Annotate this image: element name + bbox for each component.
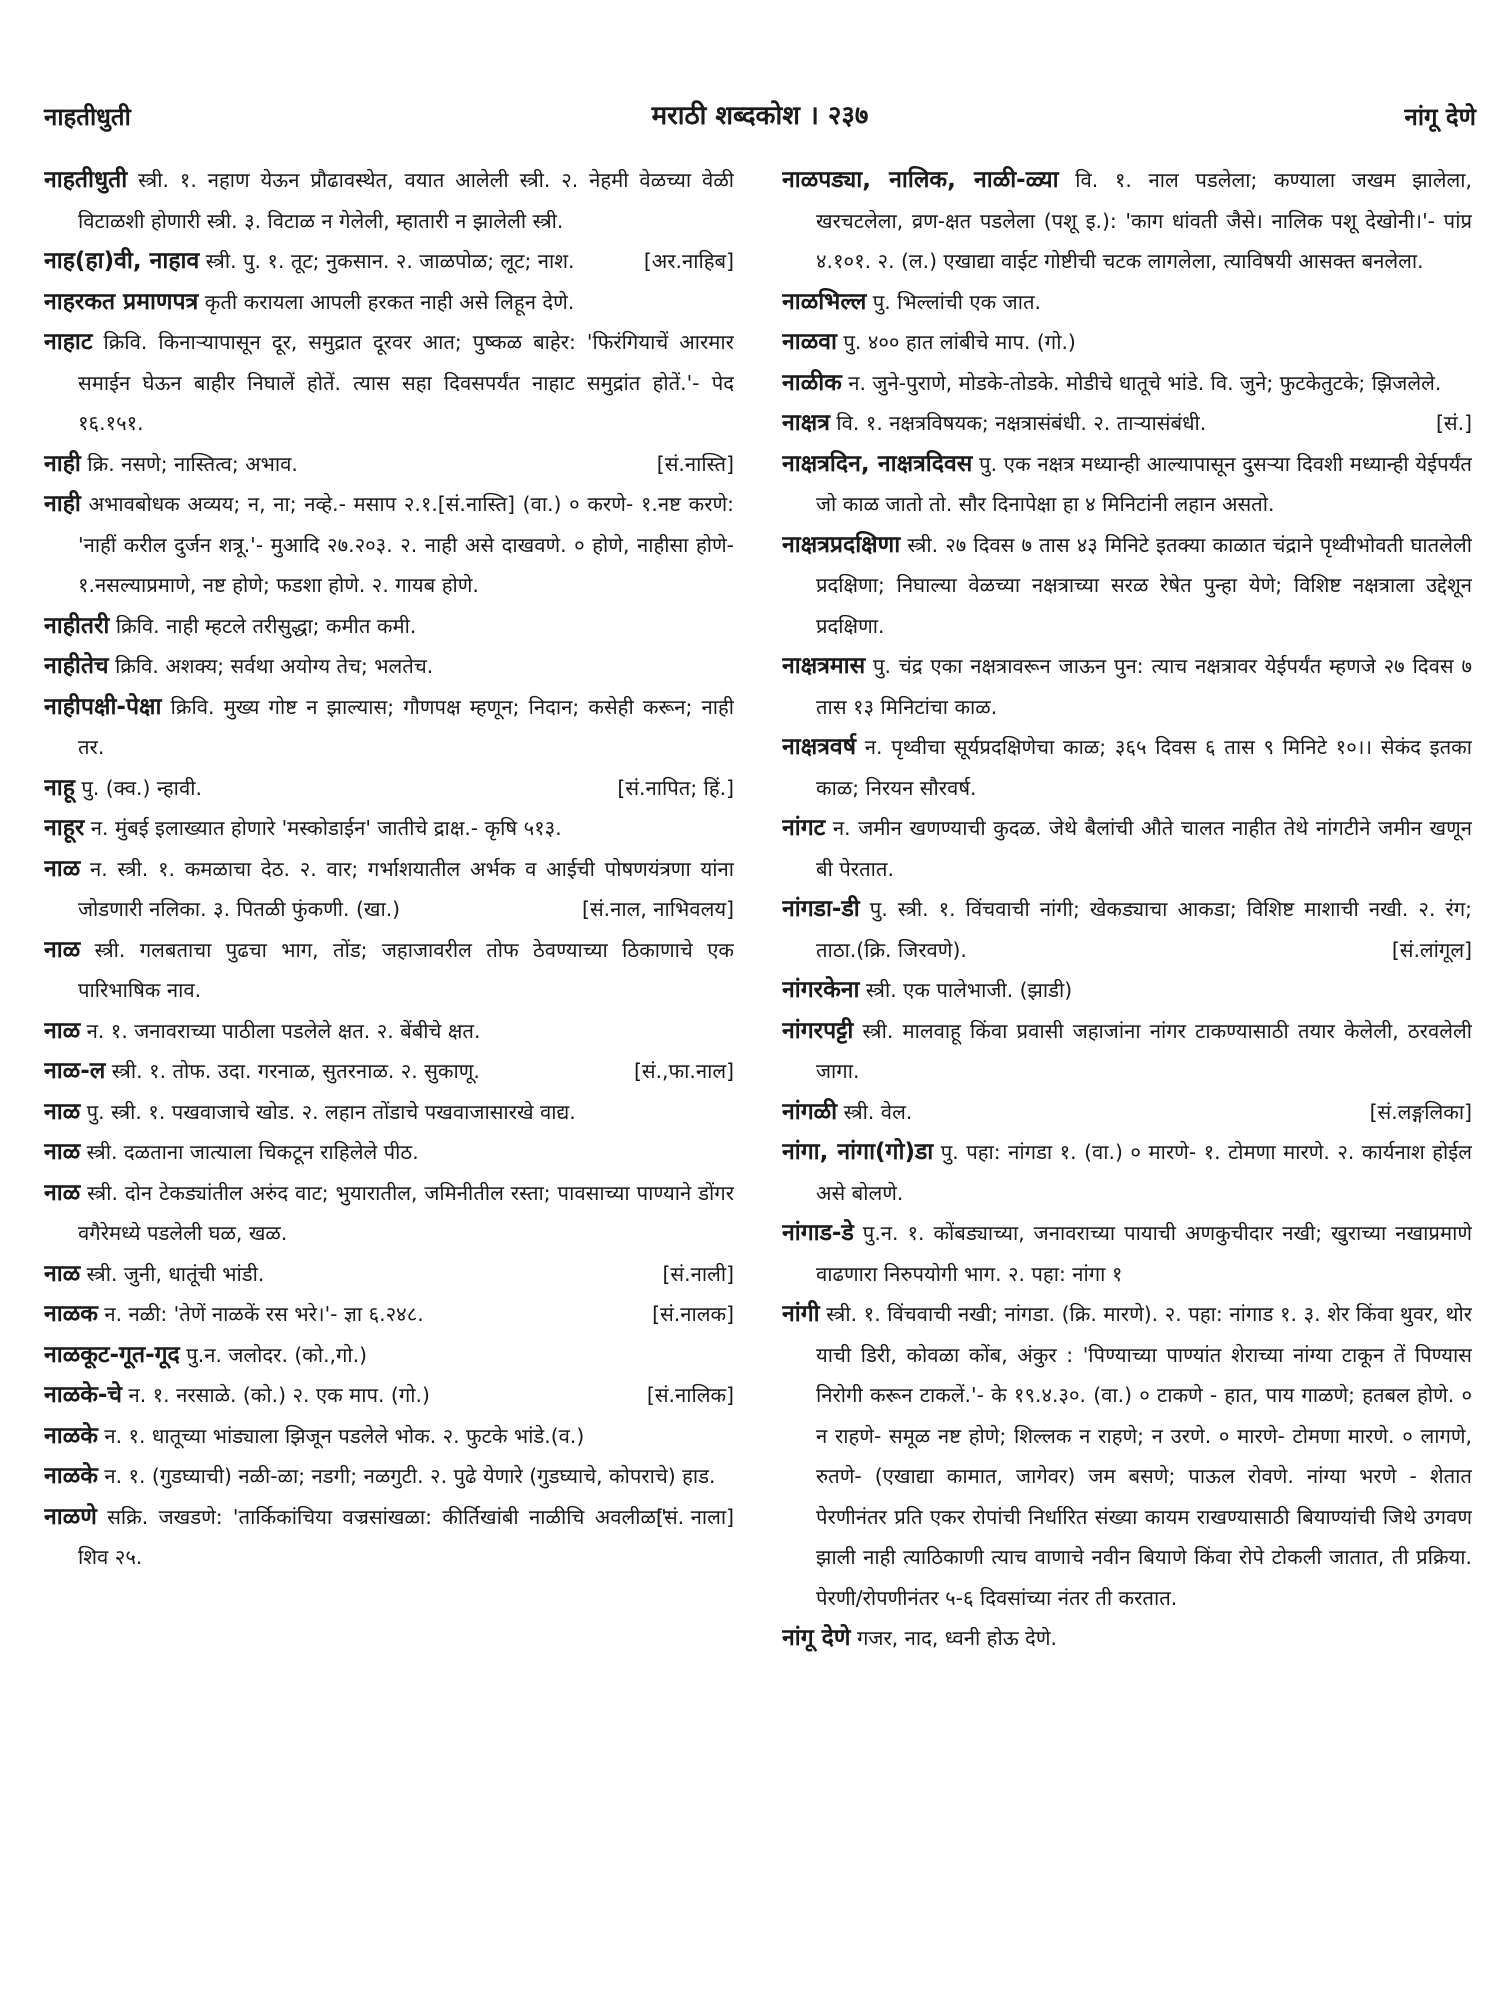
- entry-headword: नाहीपक्षी-पेक्षा: [44, 693, 162, 720]
- dictionary-entry: [44, 1335, 734, 1376]
- dictionary-entry: [782, 363, 1472, 404]
- dictionary-entry: [44, 849, 734, 930]
- entry-headword: नांगू देणे: [782, 1625, 851, 1651]
- dictionary-entry: [782, 1294, 1472, 1618]
- entry-definition: सक्रि. जखडणे: 'तार्किकांचिया वज्रसांखळा: कीर्तिखांबी नाळीचि अवलीळा'- शिव २५.: [78, 1504, 675, 1569]
- entry-headword: नांगडा-डी: [782, 896, 860, 922]
- entry-etymology: [सं.नाल, नाभिवलय]: [582, 897, 734, 921]
- dictionary-entry: [44, 808, 734, 849]
- entry-definition: स्त्री. १. तोफ. उदा. गरनाळ, सुतरनाळ. २. सुकाणू.: [111, 1059, 480, 1083]
- entry-definition: वि. १. नक्षत्रविषयक; नक्षत्रासंबंधी. २. ताऱ्यासंबंधी.: [836, 411, 1207, 435]
- entry-definition: क्रिवि. नाही म्हटले तरीसुद्धा; कमीत कमी.: [115, 613, 417, 638]
- entry-headword: नाहीतरी: [44, 612, 110, 639]
- dictionary-entry: [44, 930, 734, 1011]
- dictionary-entry: [44, 1173, 734, 1254]
- entry-definition: क्रिवि. मुख्य गोष्ट न झाल्यास; गौणपक्ष म्हणून; निदान; कसेही करून; नाही तर.: [78, 694, 734, 759]
- entry-headword: नाहतीधुती: [44, 167, 128, 193]
- dictionary-entry: [782, 160, 1472, 282]
- entry-definition: न. १. जनावराच्या पाठीला पडलेले क्षत. २. बेंबीचे क्षत.: [86, 1018, 481, 1043]
- entry-headword: नाहू: [44, 774, 75, 801]
- page-header: [44, 92, 1476, 136]
- entry-definition: स्त्री. १. विंचवाची नखी; नांगडा. (क्रि. मारणे). २. पहा: नांगाड १. ३. शेर किंवा थुवर, थोर याची डिरी, कोवळा कोंब, अंकुर : 'पिण्याच्या पाण्यांत शेराच्या नांग्या टाकून तें पिण्यास निरोगी करून टाकलें.'- के १९.४.३०. (वा.) ० टाकणे - हात, पाय गाळणे; हतबल होणे. ० न राहणे- समूळ नष्ट होणे; शिल्लक न राहणे; न उरणे. ० मारणे- टोमणा मारणे. ० लागणे, रुतणे- (एखाद्या कामात, जागेवर) जम बसणे; पाऊल रोवणे. नांग्या भरणे - शेतात पेरणीनंतर प्रति एकर रोपांची निर्धारित संख्या कायम राखण्यासाठी बियाण्यांची जिथे उगवण झाली नाही त्याठिकाणी त्याच वाणाचे नवीन बियाणे किंवा रोपे टोकली जातात, ती प्रक्रिया. पेरणी/रोपणीनंतर ५-६ दिवसांच्या नंतर ती करतात.: [816, 1302, 1472, 1610]
- entry-etymology: [सं.नापित; हिं.]: [617, 775, 734, 800]
- entry-headword: नाळके-चे: [44, 1382, 123, 1408]
- entry-definition: पु. एक नक्षत्र मध्यान्ही आल्यापासून दुसऱ्या दिवशी मध्यान्ही येईपर्यंत जो काळ जातो तो. सौर दिनापेक्षा हा ४ मिनिटांनी लहान असतो.: [816, 451, 1472, 516]
- entry-definition: पु. भिल्लांची एक जात.: [872, 289, 1041, 314]
- entry-headword: नाळक: [44, 1301, 98, 1327]
- entry-etymology: [सं.नालक]: [652, 1302, 734, 1326]
- entry-definition: अभावबोधक अव्यय; न, ना; नव्हे.- मसाप २.१.[सं.नास्ति] (वा.) ० करणे- १.नष्ट करणे: 'नाहीं करील दुर्जन शत्रू.'- मुआदि २७.२०३. २. नाही असे दाखवणे. ० होणे, नाहीसा होणे- १.नसल्याप्रमाणे, नष्ट होणे; फडशा होणे. २. गायब होणे.: [78, 492, 734, 597]
- dictionary-entry: [782, 727, 1472, 808]
- entry-headword: नांगा, नांगा(गो)डा: [782, 1139, 934, 1165]
- entry-headword: नाहूर: [44, 815, 85, 841]
- header-guide-word-left: नाहतीधुती: [44, 103, 131, 131]
- dictionary-entry: [782, 403, 1472, 444]
- dictionary-entry: [782, 970, 1472, 1011]
- entry-definition: स्त्री. पु. १. तूट; नुकसान. २. जाळपोळ; लूट; नाश.: [205, 249, 575, 273]
- dictionary-entry: [44, 241, 734, 282]
- entry-definition: पु. स्त्री. १. पखवाजाचे खोड. २. लहान तोंडाचे पखवाजासारखे वाद्य.: [86, 1099, 576, 1124]
- entry-headword: नाह(हा)वी, नाहाव: [44, 248, 200, 274]
- dictionary-entry: [44, 1132, 734, 1173]
- left-column: [44, 160, 734, 1970]
- entry-etymology: [सं.]: [1436, 411, 1472, 435]
- entry-headword: नाही: [44, 491, 81, 517]
- entry-headword: नाळपड्या, नालिक, नाळी-ळ्या: [782, 167, 1059, 193]
- entry-headword: नाळ-ल: [44, 1058, 106, 1084]
- dictionary-entry: [44, 1294, 734, 1335]
- entry-headword: नाळ: [44, 936, 81, 963]
- entry-definition: कृती करायला आपली हरकत नाही असे लिहून देणे.: [204, 289, 575, 314]
- entry-definition: न. १. धातूच्या भांड्याला झिजून पडलेले भोक. २. फुटके भांडे.(व.): [104, 1423, 585, 1448]
- entry-etymology: [सं.नालिक]: [646, 1383, 734, 1407]
- entry-headword: नाळीक: [782, 369, 842, 396]
- entry-definition: न. मुंबई इलाख्यात होणारे 'मस्कोडाईन' जातीचे द्राक्ष.- कृषि ५१३.: [90, 816, 562, 840]
- entry-definition: न. स्त्री. १. कमळाचा देठ. २. वार; गर्भाशयातील अर्भक व आईची पोषणयंत्रणा यांना जोडणारी नलिका. ३. पितळी फुंकणी. (खा.): [78, 856, 734, 921]
- dictionary-entry: [44, 646, 734, 687]
- entry-headword: नांगळी: [782, 1098, 838, 1125]
- dictionary-entry: [44, 444, 734, 485]
- entry-etymology: [सं.लांगूल]: [1391, 937, 1472, 962]
- entry-headword: नांगाड-डे: [782, 1220, 854, 1246]
- entry-headword: नाहाट: [44, 329, 93, 355]
- dictionary-entry: [782, 1618, 1472, 1659]
- dictionary-entry: [782, 1132, 1472, 1213]
- entry-headword: नाळभिल्ल: [782, 288, 867, 315]
- entry-definition: न. १. नरसाळे. (को.) २. एक माप. (गो.): [128, 1383, 430, 1407]
- entry-definition: पु.न. जलोदर. (को.,गो.): [186, 1342, 368, 1367]
- dictionary-entry: [782, 444, 1472, 525]
- dictionary-entry: [44, 1416, 734, 1457]
- entry-headword: नाहरकत प्रमाणपत्र: [44, 288, 199, 315]
- entry-headword: नाळ: [44, 1098, 81, 1125]
- entry-definition: स्त्री. मालवाहू किंवा प्रवासी जहाजांना नांगर टाकण्यासाठी तयार केलेली, ठरवलेली जागा.: [816, 1018, 1472, 1083]
- entry-headword: नाक्षत्रवर्ष: [782, 734, 856, 760]
- entry-etymology: [अर.नाहिब]: [643, 249, 734, 273]
- entry-definition: न. पृथ्वीचा सूर्यप्रदक्षिणेचा काळ; ३६५ दिवस ६ तास ९ मिनिटे १०।। सेकंद इतका काळ; निरयन सौरवर्ष.: [816, 735, 1472, 800]
- entry-definition: पु. (क्व.) न्हावी.: [81, 775, 202, 800]
- dictionary-entry: [44, 1254, 734, 1295]
- dictionary-entry: [44, 768, 734, 809]
- dictionary-entry: [44, 160, 734, 241]
- entry-definition: क्रिवि. अशक्य; सर्वथा अयोग्य तेच; भलतेच.: [115, 654, 434, 678]
- entry-etymology: [सं.नाली]: [662, 1261, 734, 1286]
- entry-definition: वि. १. नाल पडलेला; कण्याला जखम झालेला, खरचटलेला, व्रण-क्षत पडलेला (पशू इ.): 'काग धांवती जैसे। नालिक पशू देखोनी।'- पांप्र ४.१०१. २. (ल.) एखाद्या वाईट गोष्टीची चटक लागलेला, त्याविषयी आसक्त बनलेला.: [816, 168, 1472, 273]
- dictionary-entry: [782, 322, 1472, 363]
- entry-headword: नाळके: [44, 1422, 98, 1449]
- dictionary-entry: [782, 1092, 1472, 1133]
- entry-headword: नाळणे: [44, 1503, 97, 1530]
- entry-definition: स्त्री. दळताना जात्याला चिकटून राहिलेले पीठ.: [86, 1140, 419, 1164]
- dictionary-entry: [44, 1051, 734, 1092]
- entry-definition: पु. पहा: नांगडा १. (वा.) ० मारणे- १. टोमणा मारणे. २. कार्यनाश होईल असे बोलणे.: [816, 1140, 1472, 1205]
- entry-definition: न. नळी: 'तेणें नाळकें रस भरे।'- ज्ञा ६.२४८.: [104, 1302, 424, 1326]
- entry-definition: न. १. (गुडघ्याची) नळी-ळा; नडगी; नळगुटी. २. पुढे येणारे (गुडघ्याचे, कोपराचे) हाड.: [104, 1464, 716, 1488]
- dictionary-entry: [44, 1375, 734, 1416]
- dictionary-entry: [782, 282, 1472, 323]
- dictionary-entry: [782, 889, 1472, 970]
- header-title: मराठी शब्दकोश । २३७: [651, 101, 869, 131]
- entry-headword: नाक्षत्रमास: [782, 653, 866, 679]
- entry-headword: नाळ: [44, 1260, 81, 1287]
- entry-headword: नांगरकेना: [782, 977, 860, 1003]
- entry-definition: स्त्री. एक पालेभाजी. (झाडी): [865, 978, 1073, 1002]
- entry-definition: पु. चंद्र एका नक्षत्रावरून जाऊन पुन: त्याच नक्षत्रावर येईपर्यंत म्हणजे २७ दिवस ७ तास १३ मिनिटांचा काळ.: [816, 654, 1472, 719]
- entry-headword: नाक्षत्रप्रदक्षिणा: [782, 531, 901, 558]
- dictionary-entry: [44, 1092, 734, 1133]
- dictionary-entry: [782, 525, 1472, 647]
- entry-definition: क्रिवि. किनाऱ्यापासून दूर, समुद्रात दूरवर आत; पुष्कळ बाहेर: 'फिरंगियाचें आरमार समाईन घेऊन बाहीर निघालें होतें. त्यास सहा दिवसपर्यंत नाहाट समुद्रांत होतें.'- पेद १६.१५१.: [78, 330, 734, 435]
- entry-definition: न. जुने-पुराणे, मोडके-तोडके. मोडीचे धातूचे भांडे. वि. जुने; फुटकेतुटके; झिजलेले.: [848, 370, 1442, 395]
- entry-etymology: [सं.नास्ति]: [656, 451, 734, 476]
- entry-definition: स्त्री. १. नहाण येऊन प्रौढावस्थेत, वयात आलेली स्त्री. २. नेहमी वेळच्या वेळी विटाळशी होणारी स्त्री. ३. विटाळ न गेलेली, म्हातारी न झालेली स्त्री.: [78, 168, 734, 233]
- entry-definition: न. जमीन खणण्याची कुदळ. जेथे बैलांची औते चालत नाहीत तेथे नांगटीने जमीन खणून बी पेरतात.: [816, 816, 1472, 881]
- dictionary-entry: [44, 1011, 734, 1052]
- dictionary-entry: [44, 687, 734, 768]
- dictionary-entry: [782, 808, 1472, 889]
- dictionary-entry: [44, 282, 734, 323]
- dictionary-entry: [44, 1497, 734, 1578]
- entry-definition: पु.न. १. कोंबड्याच्या, जनावराच्या पायाची अणकुचीदार नखी; खुराच्या नखाप्रमाणे वाढणारा निरुपयोगी भाग. २. पहा: नांगा १: [816, 1221, 1472, 1286]
- entry-headword: नांगट: [782, 815, 826, 841]
- dictionary-entry: [44, 484, 734, 606]
- entry-headword: नाहीतेच: [44, 653, 109, 679]
- entry-headword: नाक्षत्रदिन, नाक्षत्रदिवस: [782, 450, 973, 477]
- entry-headword: नाळके: [44, 1463, 98, 1489]
- entry-headword: नाळ: [44, 1139, 81, 1165]
- dictionary-entry: [782, 646, 1472, 727]
- entry-headword: नाळ: [44, 855, 81, 882]
- header-guide-word-right: नांगू देणे: [1404, 103, 1476, 131]
- dictionary-entry: [44, 322, 734, 444]
- dictionary-entry: [782, 1213, 1472, 1294]
- entry-definition: क्रि. नसणे; नास्तित्व; अभाव.: [87, 451, 298, 476]
- entry-definition: स्त्री. जुनी, धातूंची भांडी.: [86, 1261, 265, 1286]
- entry-definition: पु. ४०० हात लांबीचे माप. (गो.): [843, 330, 1076, 354]
- entry-headword: नाळ: [44, 1179, 81, 1206]
- entry-headword: नाळकूट-गूत-गूद: [44, 1341, 180, 1368]
- dictionary-entry: [44, 606, 734, 647]
- entry-definition: स्त्री. वेल.: [843, 1099, 913, 1124]
- entry-definition: पु. स्त्री. १. विंचवाची नांगी; खेकड्याचा आकडा; विशिष्ट माशाची नखी. २. रंग; ताठा.(क्रि. जिरवणे).: [816, 897, 1472, 962]
- entry-headword: नाही: [44, 450, 81, 477]
- entry-headword: नांगी: [782, 1301, 820, 1327]
- dictionary-entry: [782, 1011, 1472, 1092]
- entry-definition: स्त्री. गलबताचा पुढचा भाग, तोंड; जहाजावरील तोफ ठेवण्याच्या ठिकाणाचे एक पारिभाषिक नाव.: [78, 937, 734, 1002]
- entry-headword: नाळवा: [782, 329, 837, 355]
- entry-definition: गजर, नाद, ध्वनी होऊ देणे.: [856, 1626, 1057, 1650]
- entry-etymology: [सं. नाला]: [656, 1504, 734, 1529]
- entry-headword: नाक्षत्र: [782, 410, 830, 436]
- entry-definition: स्त्री. २७ दिवस ७ तास ४३ मिनिटे इतक्या काळात चंद्राने पृथ्वीभोवती घातलेली प्रदक्षिणा; निघाल्या वेळच्या नक्षत्राच्या सरळ रेषेत पुन्हा येणे; विशिष्ट नक्षत्राला उद्देशून प्रदक्षिणा.: [816, 532, 1472, 638]
- entry-etymology: [सं.,फा.नाल]: [633, 1059, 734, 1083]
- entry-definition: स्त्री. दोन टेकड्यांतील अरुंद वाट; भुयारातील, जमिनीतील रस्ता; पावसाच्या पाण्याने डोंगर वगैरेमध्ये पडलेली घळ, खळ.: [78, 1180, 734, 1245]
- entry-etymology: [सं.लङ्गलिका]: [1369, 1099, 1472, 1124]
- right-column: [782, 160, 1472, 1970]
- entry-headword: नांगरपट्टी: [782, 1017, 854, 1044]
- entry-headword: नाळ: [44, 1017, 81, 1044]
